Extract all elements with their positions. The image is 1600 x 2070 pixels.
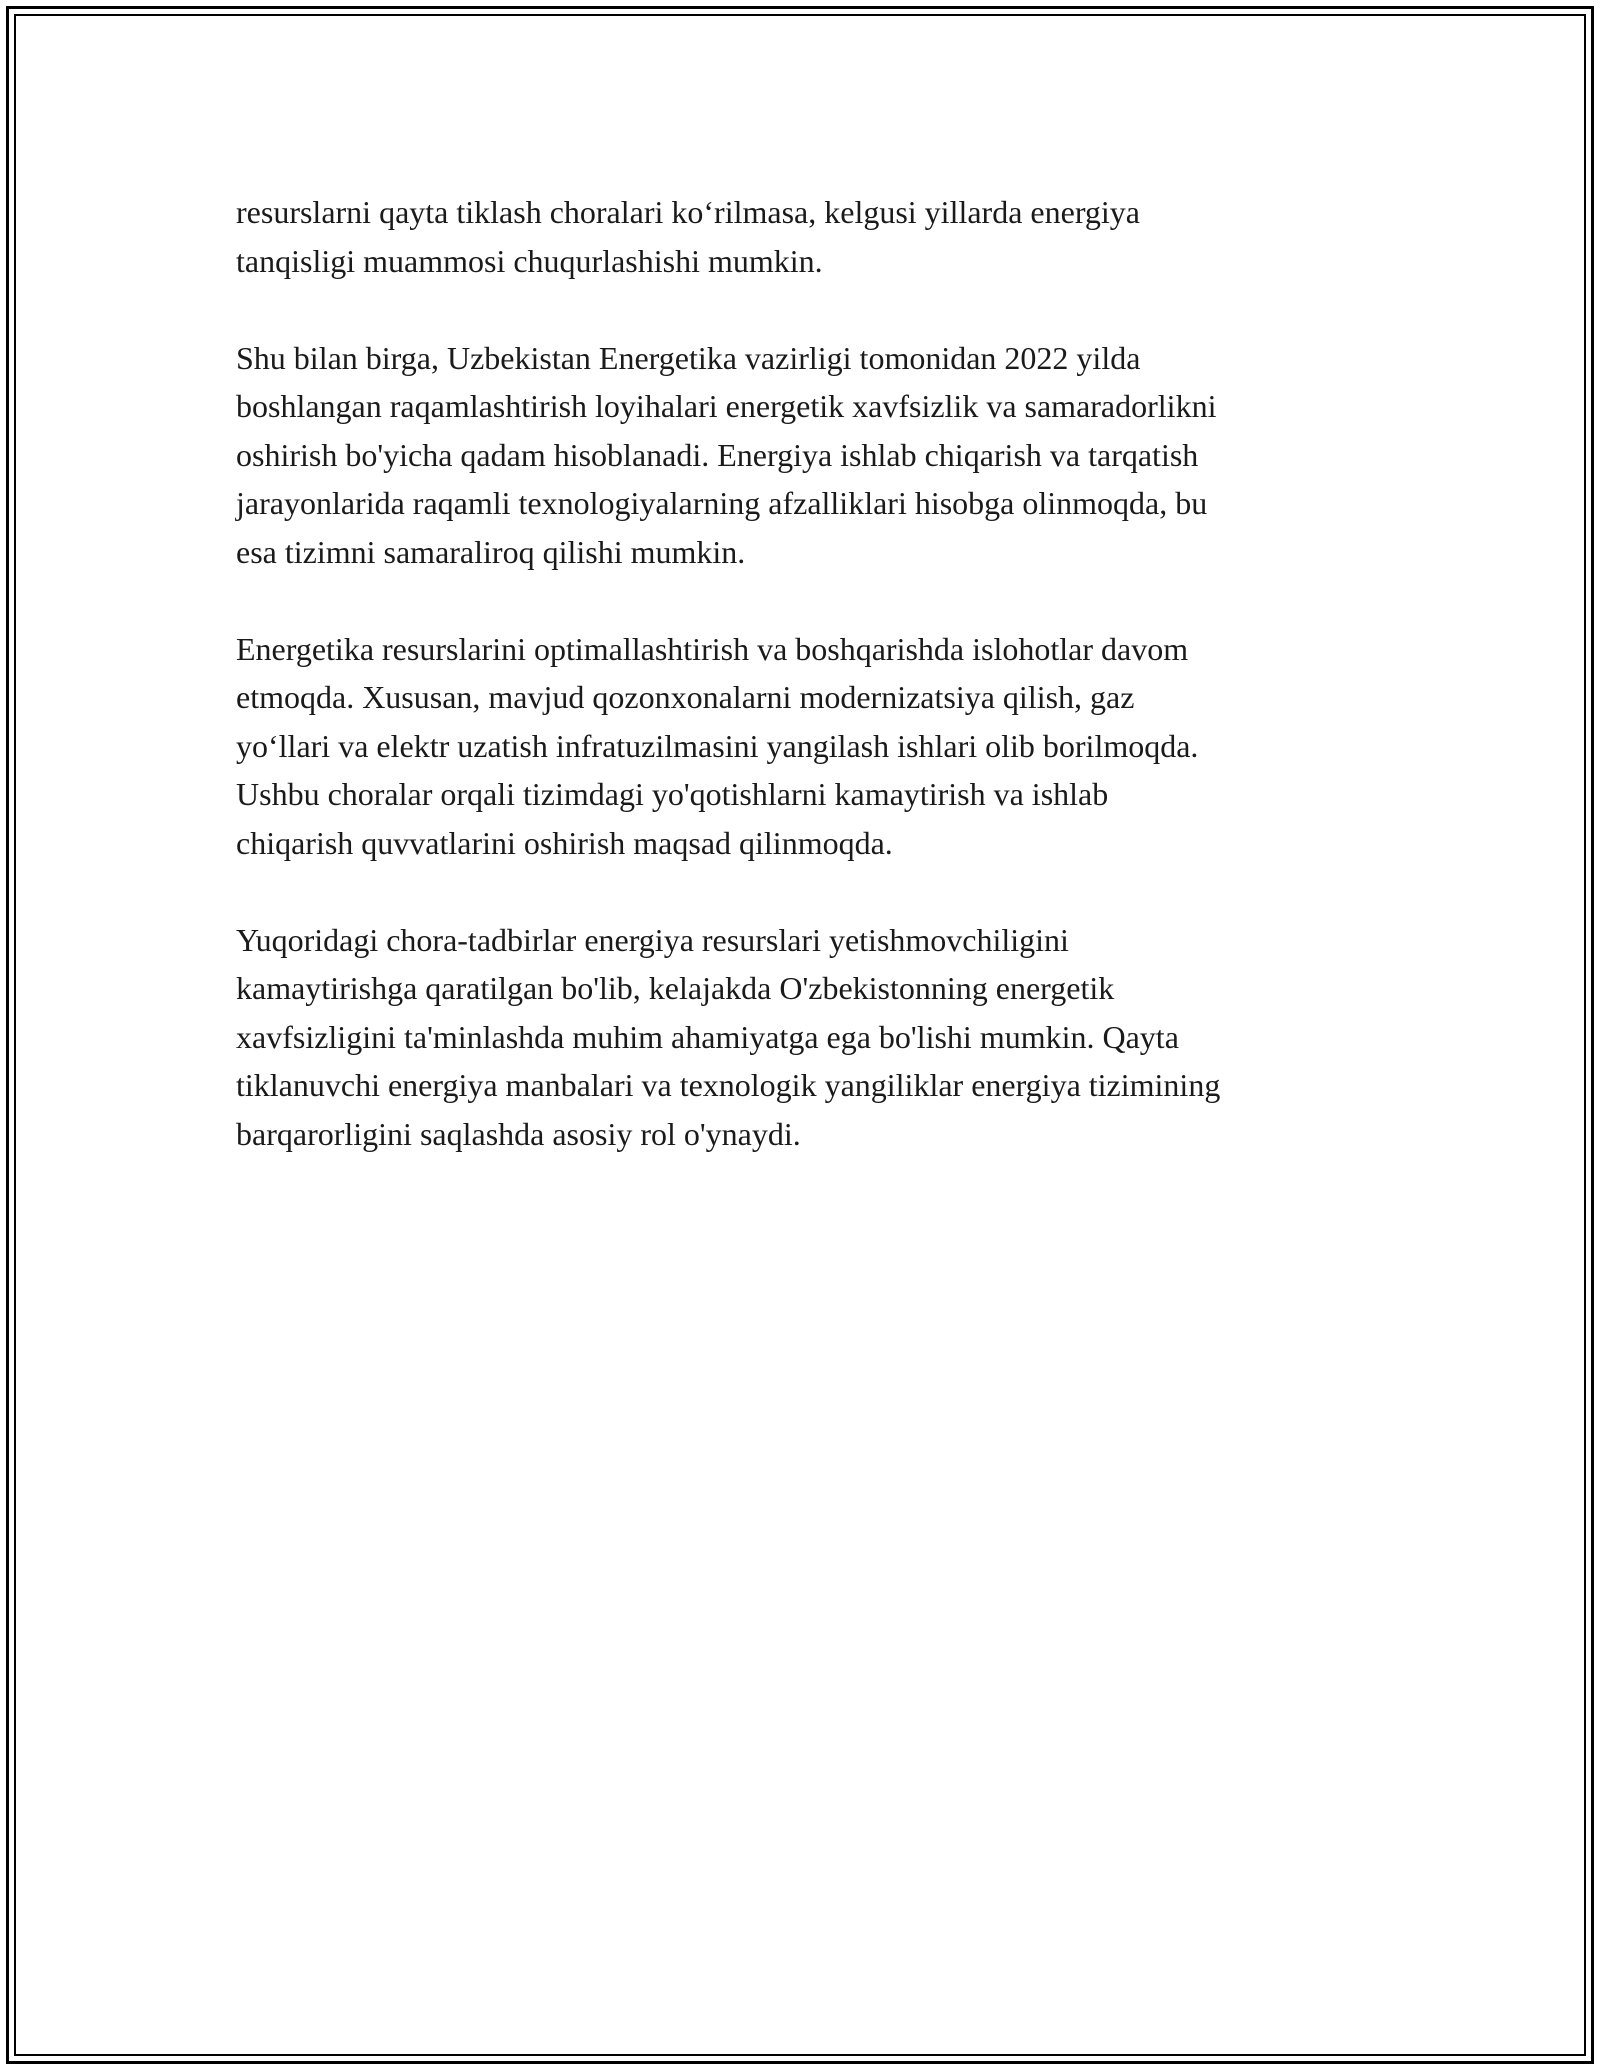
paragraph-3: [236, 625, 1416, 868]
text-line: Yuqoridagi chora-tadbirlar energiya resurslari yetishmovchiligini: [236, 921, 1069, 958]
text-line: xavfsizligini ta'minlashda muhim ahamiyatga ega bo'lishi mumkin. Qayta: [236, 1018, 1179, 1055]
text-line: chiqarish quvvatlarini oshirish maqsad qilinmoqda.: [236, 824, 893, 861]
text-line: jarayonlarida raqamli texnologiyalarning afzalliklari hisobga olinmoqda, bu: [236, 485, 1208, 521]
text-line: kamaytirishga qaratilgan bo'lib, kelajakda O'zbekistonning energetik: [236, 970, 1115, 1006]
text-line: etmoqda. Xususan, mavjud qozonxonalarni modernizatsiya qilish, gaz: [236, 679, 1135, 715]
document-body: [236, 188, 1416, 1207]
text-line: boshlangan raqamlashtirish loyihalari energetik xavfsizlik va samaradorlikni: [236, 388, 1217, 424]
text-line: Ushbu choralar orqali tizimdagi yo'qotishlarni kamaytirish va ishlab: [236, 776, 1109, 812]
text-line: tiklanuvchi energiya manbalari va texnologik yangiliklar energiya tizimining: [236, 1067, 1221, 1103]
paragraph-2: [236, 334, 1416, 577]
text-line: yoʻllari va elektr uzatish infratuzilmasini yangilash ishlari olib borilmoqda.: [236, 727, 1199, 764]
text-line: oshirish bo'yicha qadam hisoblanadi. Energiya ishlab chiqarish va tarqatish: [236, 436, 1199, 473]
text-line: Shu bilan birga, Uzbekistan Energetika vazirligi tomonidan 2022 yilda: [236, 339, 1141, 376]
text-line: resurslarni qayta tiklash choralari koʻrilmasa, kelgusi yillarda energiya: [236, 194, 1140, 230]
text-line: Energetika resurslarini optimallashtirish va boshqarishda islohotlar davom: [236, 630, 1189, 667]
paragraph-4: [236, 916, 1416, 1159]
text-line: esa tizimni samaraliroq qilishi mumkin.: [236, 533, 746, 570]
paragraph-1: [236, 188, 1416, 285]
text-line: tanqisligi muammosi chuqurlashishi mumkin.: [236, 242, 823, 279]
text-line: barqarorligini saqlashda asosiy rol o'ynaydi.: [236, 1115, 801, 1152]
